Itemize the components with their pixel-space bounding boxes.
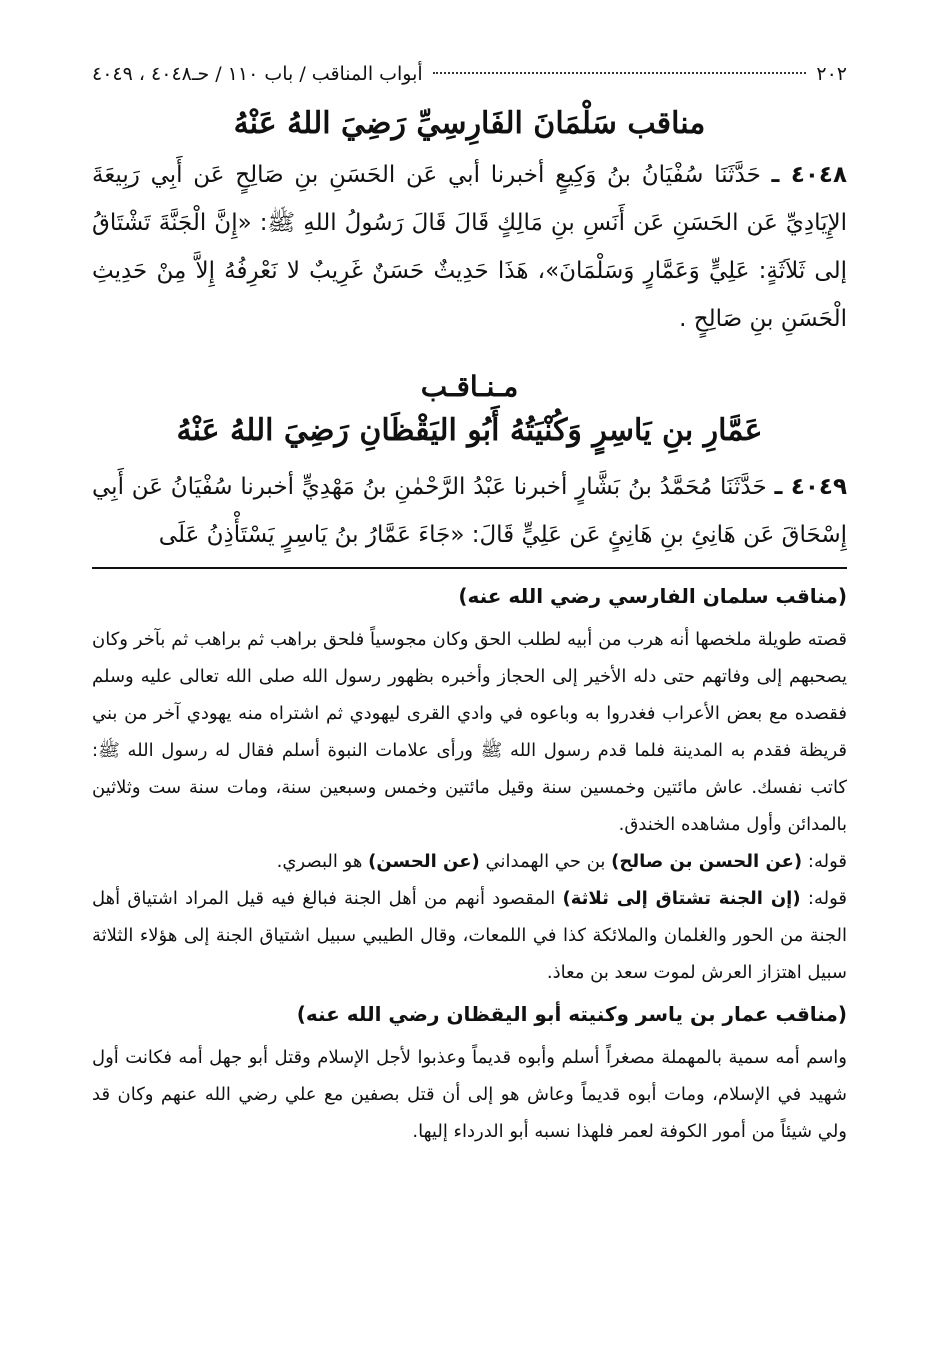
commentary-paragraph: قوله: (إن الجنة تشتاق إلى ثلاثة) المقصود أنهم من أهل الجنة فبالغ فيه قيل المراد اشتياق أهل الجنة من الحور والغلمان والملائكة كذا في اللمعات، وقال الطيبي سبيل اشتياق الجنة إلى هؤلاء الثلاثة سبيل اهتزاز العرش لموت سعد بن معاذ. [92,888,848,983]
hadith-number: ٤٠٤٩ ـ [774,474,848,500]
dotted-leader [433,72,807,74]
section-title-ammar: عَمَّارِ بنِ يَاسِرٍ وَكُنْيَتُهُ أَبُو اليَقْظَانِ رَضِيَ اللهُ عَنْهُ [176,413,763,448]
hadith-4049 [92,463,847,559]
running-title: أبواب المناقب / باب ١١٠ / حـ٤٠٤٨ ، ٤٠٤٩ [92,63,423,85]
running-header [92,60,847,88]
section-title-top: مـنـاقـب [420,370,519,403]
book-page [92,60,847,1350]
section-title-salman: مناقب سَلْمَانَ الفَارِسِيِّ رَضِيَ اللهُ عَنْهُ [233,106,706,141]
hadith-text: حَدَّثَنَا مُحَمَّدُ بنُ بَشَّارٍ أخبرنا عَبْدُ الرَّحْمٰنِ بنُ مَهْدِيٍّ أخبرنا سُفْيَانُ عَن أَبِي إِسْحَاقَ عَن هَانِئِ بنِ هَانِئٍ عَن عَلِيٍّ قَالَ: «جَاءَ عَمَّارُ بنُ يَاسِرٍ يَسْتَأْذِنُ عَلَى [92,474,847,548]
commentary-paragraph: واسم أمه سمية بالمهملة مصغراً أسلم وأبوه قديماً وعذبوا لأجل الإسلام وقتل أبو جهل أمه فكانت أول شهيد في الإسلام، ومات أبوه قديماً وعاش هو إلى أن قتل بصفين مع علي رضي الله عنهم وكان قد ولي شيئاً من أمور الكوفة لعمر فلهذا نسبه أبو الدرداء إليها. [92,1047,847,1142]
section-title-ammar-block [92,365,847,453]
commentary-paragraph: قصته طويلة ملخصها أنه هرب من أبيه لطلب الحق وكان مجوسياً فلحق براهب ثم براهب ثم بآخر وكان يصحبهم إلى وفاتهم حتى دله الأخير إلى الحجاز وأخبره بظهور رسول الله صلى الله تعالى عليه وسلم فقصده مع بعض الأعراب فغدروا به وباعوه في وادي القرى ليهودي ثم اشتراه منه يهودي آخر من بني قريظة فقدم به المدينة فلما قدم رسول الله ﷺ ورأى علامات النبوة أسلم فقال له رسول الله ﷺ: كاتب نفسك. عاش مائتين وخمسين سنة وقيل مائتين وخمس وسبعين سنة، ومات سنة ست وثلاثين بالمدائن وأول مشاهده الخندق. [92,629,847,835]
commentary [92,577,847,1150]
footnote-divider [92,567,847,569]
commentary-heading: (مناقب عمار بن ياسر وكنيته أبو اليقظان رضي الله عنه) [296,1002,847,1026]
commentary-heading: (مناقب سلمان الفارسي رضي الله عنه) [458,584,847,608]
hadith-number: ٤٠٤٨ ـ [771,162,847,188]
hadith-text: حَدَّثَنَا سُفْيَانُ بنُ وَكِيعٍ أخبرنا أبي عَن الحَسَنِ بنِ صَالِحٍ عَن أَبِي رَبِيعَةَ الإِيَادِيِّ عَن الحَسَنِ عَن أَنَسِ بنِ مَالِكٍ قَالَ قَالَ رَسُولُ اللهِ ﷺ: «إِنَّ الْجَنَّةَ تَشْتَاقُ إلى ثَلاَثَةٍ: عَلِيٍّ وَعَمَّارٍ وَسَلْمَانَ»، هَذَا حَدِيثٌ حَسَنٌ غَرِيبٌ لا نَعْرِفُهُ إِلاَّ مِنْ حَدِيثِ الْحَسَنِ بنِ صَالِحٍ . [92,162,847,332]
commentary-paragraph: قوله: (عن الحسن بن صالح) بن حي الهمداني (عن الحسن) هو البصري. [276,851,847,872]
hadith-4048 [92,151,847,343]
page-number: ٢٠٢ [816,63,847,85]
